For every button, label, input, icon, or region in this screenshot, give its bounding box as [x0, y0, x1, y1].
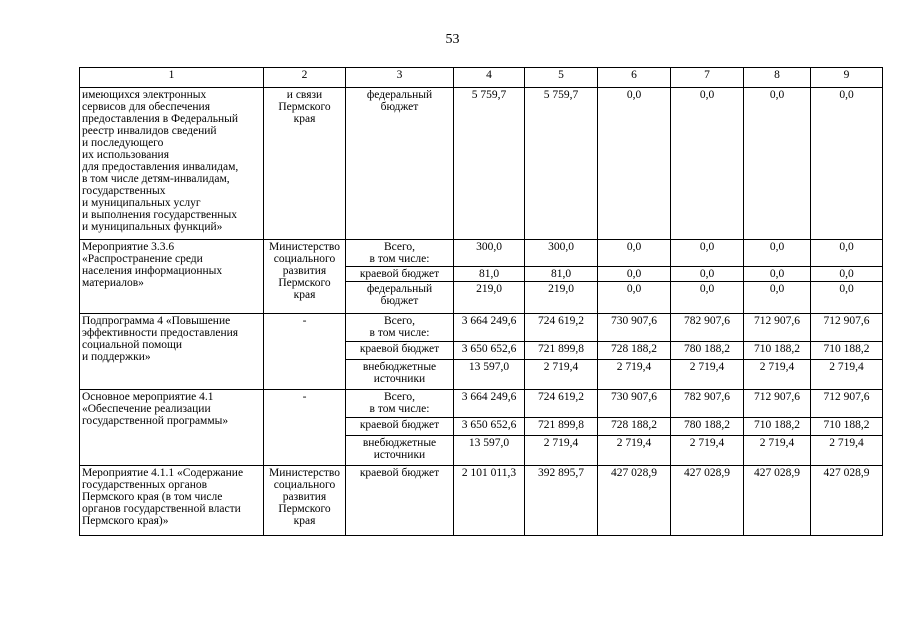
header-cell-1: 1: [80, 68, 264, 88]
table-row: [80, 240, 883, 267]
funding-source-cell: Всего, в том числе:: [346, 314, 454, 342]
value-cell: 0,0: [811, 267, 883, 282]
value-cell: 2 719,4: [744, 360, 811, 390]
funding-source-cell: внебюджетные источники: [346, 360, 454, 390]
executor-cell: -: [264, 390, 346, 466]
value-cell: 0,0: [598, 88, 671, 240]
value-cell: 427 028,9: [671, 466, 744, 536]
table-row: [80, 88, 883, 240]
executor-cell: Министерство социального развития Пермского края: [264, 466, 346, 536]
program-name-cell: Подпрограмма 4 «Повышение эффективности предоставления социальной помощи и поддержки»: [80, 314, 264, 390]
value-cell: 712 907,6: [811, 314, 883, 342]
header-cell-8: 8: [744, 68, 811, 88]
value-cell: 5 759,7: [525, 88, 598, 240]
value-cell: 81,0: [525, 267, 598, 282]
executor-cell: Министерство социального развития Пермского края: [264, 240, 346, 314]
value-cell: 782 907,6: [671, 390, 744, 418]
value-cell: 2 719,4: [671, 360, 744, 390]
value-cell: 300,0: [454, 240, 525, 267]
funding-source-cell: внебюджетные источники: [346, 436, 454, 466]
page-number: 53: [445, 32, 460, 47]
value-cell: 427 028,9: [598, 466, 671, 536]
funding-source-cell: Всего, в том числе:: [346, 390, 454, 418]
header-cell-6: 6: [598, 68, 671, 88]
value-cell: 0,0: [811, 282, 883, 314]
value-cell: 13 597,0: [454, 436, 525, 466]
value-cell: 427 028,9: [811, 466, 883, 536]
value-cell: 0,0: [671, 88, 744, 240]
header-cell-9: 9: [811, 68, 883, 88]
value-cell: 780 188,2: [671, 418, 744, 436]
header-row: [80, 68, 883, 88]
value-cell: 712 907,6: [744, 314, 811, 342]
header-cell-5: 5: [525, 68, 598, 88]
value-cell: 2 719,4: [671, 436, 744, 466]
value-cell: 300,0: [525, 240, 598, 267]
value-cell: 392 895,7: [525, 466, 598, 536]
value-cell: 0,0: [744, 240, 811, 267]
value-cell: 13 597,0: [454, 360, 525, 390]
value-cell: 721 899,8: [525, 418, 598, 436]
value-cell: 3 664 249,6: [454, 390, 525, 418]
program-name-cell: Мероприятие 4.1.1 «Содержание государственных органов Пермского края (в том числе органов государственной власти Пермского края)»: [80, 466, 264, 536]
value-cell: 0,0: [744, 267, 811, 282]
funding-source-cell: федеральный бюджет: [346, 282, 454, 314]
value-cell: 3 650 652,6: [454, 342, 525, 360]
value-cell: 0,0: [744, 282, 811, 314]
value-cell: 2 101 011,3: [454, 466, 525, 536]
value-cell: 728 188,2: [598, 342, 671, 360]
value-cell: 0,0: [811, 240, 883, 267]
value-cell: 0,0: [598, 240, 671, 267]
value-cell: 2 719,4: [525, 436, 598, 466]
value-cell: 782 907,6: [671, 314, 744, 342]
table-row: [80, 390, 883, 418]
value-cell: 710 188,2: [744, 418, 811, 436]
value-cell: 721 899,8: [525, 342, 598, 360]
header-cell-3: 3: [346, 68, 454, 88]
value-cell: 2 719,4: [811, 436, 883, 466]
executor-cell: -: [264, 314, 346, 390]
funding-source-cell: краевой бюджет: [346, 342, 454, 360]
program-name-cell: Основное мероприятие 4.1 «Обеспечение реализации государственной программы»: [80, 390, 264, 466]
table-row: [80, 466, 883, 536]
funding-source-cell: краевой бюджет: [346, 418, 454, 436]
funding-source-cell: краевой бюджет: [346, 466, 454, 536]
value-cell: 427 028,9: [744, 466, 811, 536]
value-cell: 219,0: [525, 282, 598, 314]
header-cell-7: 7: [671, 68, 744, 88]
value-cell: 0,0: [598, 282, 671, 314]
value-cell: 3 664 249,6: [454, 314, 525, 342]
value-cell: 0,0: [811, 88, 883, 240]
value-cell: 2 719,4: [598, 360, 671, 390]
value-cell: 2 719,4: [598, 436, 671, 466]
program-name-cell: Мероприятие 3.3.6 «Распространение среди населения информационных материалов»: [80, 240, 264, 314]
value-cell: 780 188,2: [671, 342, 744, 360]
value-cell: 219,0: [454, 282, 525, 314]
value-cell: 710 188,2: [744, 342, 811, 360]
funding-source-cell: федеральный бюджет: [346, 88, 454, 240]
value-cell: 81,0: [454, 267, 525, 282]
value-cell: 710 188,2: [811, 418, 883, 436]
value-cell: 712 907,6: [744, 390, 811, 418]
funding-source-cell: Всего, в том числе:: [346, 240, 454, 267]
table-row: [80, 314, 883, 342]
executor-cell: и связи Пермского края: [264, 88, 346, 240]
value-cell: 0,0: [671, 240, 744, 267]
value-cell: 3 650 652,6: [454, 418, 525, 436]
value-cell: 0,0: [671, 267, 744, 282]
value-cell: 712 907,6: [811, 390, 883, 418]
header-cell-2: 2: [264, 68, 346, 88]
value-cell: 2 719,4: [744, 436, 811, 466]
header-cell-4: 4: [454, 68, 525, 88]
value-cell: 5 759,7: [454, 88, 525, 240]
value-cell: 728 188,2: [598, 418, 671, 436]
value-cell: 730 907,6: [598, 314, 671, 342]
value-cell: 724 619,2: [525, 390, 598, 418]
value-cell: 0,0: [598, 267, 671, 282]
funding-source-cell: краевой бюджет: [346, 267, 454, 282]
value-cell: 0,0: [671, 282, 744, 314]
value-cell: 730 907,6: [598, 390, 671, 418]
value-cell: 2 719,4: [811, 360, 883, 390]
value-cell: 710 188,2: [811, 342, 883, 360]
value-cell: 0,0: [744, 88, 811, 240]
budget-table: [79, 67, 883, 536]
value-cell: 724 619,2: [525, 314, 598, 342]
value-cell: 2 719,4: [525, 360, 598, 390]
program-name-cell: имеющихся электронных сервисов для обеспечения предоставления в Федеральный реестр инвалидов сведений и последующего их использования для предоставления инвалидам, в том числе детям-инвалидам, государственных и муниципальных услуг и выполнения государственных и муниципальных функций»: [80, 88, 264, 240]
